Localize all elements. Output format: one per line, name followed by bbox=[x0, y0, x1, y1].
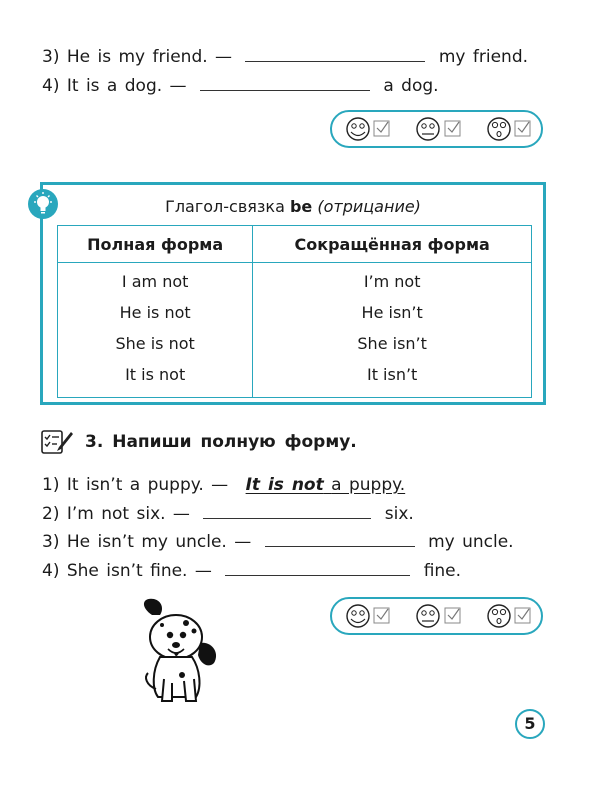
grammar-rule-box bbox=[40, 182, 546, 405]
item-tail: fine. bbox=[423, 561, 462, 581]
item-prompt: It isn’t a puppy. — bbox=[66, 475, 229, 495]
exercise-item bbox=[42, 504, 414, 524]
exercise-item bbox=[42, 532, 514, 552]
page-number: 5 bbox=[515, 709, 545, 739]
answer-blank[interactable] bbox=[245, 47, 425, 62]
full-form: He is not bbox=[119, 303, 191, 322]
check-icon[interactable] bbox=[374, 121, 389, 136]
answer-blank[interactable] bbox=[225, 561, 410, 576]
full-form: I am not bbox=[121, 272, 189, 291]
exercise-item bbox=[42, 475, 415, 495]
task-title: Напиши полную форму. bbox=[112, 432, 357, 452]
neutral-face-icon[interactable] bbox=[417, 605, 439, 627]
self-assessment-strip bbox=[330, 110, 543, 148]
pencil-checklist-icon bbox=[40, 428, 74, 460]
check-icon[interactable] bbox=[515, 121, 530, 136]
filled-answer bbox=[236, 475, 416, 495]
task-number: 3. bbox=[85, 432, 104, 452]
item-number: 2) bbox=[42, 504, 60, 524]
answer-blank[interactable] bbox=[265, 532, 415, 547]
puppy-illustration bbox=[138, 597, 223, 711]
item-tail: my friend. bbox=[438, 47, 529, 67]
column-header: Полная форма bbox=[58, 226, 253, 263]
exercise-item bbox=[42, 76, 439, 96]
self-assessment-strip bbox=[330, 597, 543, 635]
full-form: It is not bbox=[125, 365, 186, 384]
answer-blank[interactable] bbox=[200, 76, 370, 91]
item-number: 4) bbox=[42, 561, 60, 581]
task-heading bbox=[85, 432, 357, 452]
column-header: Сокращённая форма bbox=[253, 226, 532, 263]
item-number: 4) bbox=[42, 76, 60, 96]
neutral-face-icon[interactable] bbox=[417, 118, 439, 140]
happy-face-icon[interactable] bbox=[347, 605, 369, 627]
forms-table bbox=[57, 225, 532, 398]
exercise-item bbox=[42, 561, 461, 581]
item-prompt: He isn’t my uncle. — bbox=[66, 532, 252, 552]
item-number: 3) bbox=[42, 532, 60, 552]
short-forms-cell bbox=[253, 263, 532, 398]
item-number: 1) bbox=[42, 475, 60, 495]
short-form: It isn’t bbox=[366, 365, 418, 384]
answer-text: It is not bbox=[245, 475, 324, 495]
rule-title bbox=[43, 197, 543, 216]
rule-title-note: (отрицание) bbox=[317, 197, 421, 216]
lightbulb-icon bbox=[28, 189, 58, 219]
worried-face-icon[interactable] bbox=[488, 118, 510, 140]
full-forms-cell bbox=[58, 263, 253, 398]
answer-blank[interactable] bbox=[203, 504, 371, 519]
check-icon[interactable] bbox=[374, 608, 389, 623]
check-icon[interactable] bbox=[445, 121, 460, 136]
check-icon[interactable] bbox=[445, 608, 460, 623]
check-icon[interactable] bbox=[515, 608, 530, 623]
item-prompt: It is a dog. — bbox=[66, 76, 187, 96]
rule-title-prefix: Глагол-связка bbox=[165, 197, 285, 216]
item-tail: my uncle. bbox=[428, 532, 514, 552]
rule-title-verb: be bbox=[289, 197, 313, 216]
short-form: She isn’t bbox=[357, 334, 427, 353]
happy-face-icon[interactable] bbox=[347, 118, 369, 140]
item-tail: six. bbox=[384, 504, 414, 524]
item-prompt: She isn’t fine. — bbox=[66, 561, 212, 581]
full-form: She is not bbox=[115, 334, 195, 353]
item-tail: a dog. bbox=[383, 76, 439, 96]
short-form: He isn’t bbox=[361, 303, 423, 322]
exercise-item bbox=[42, 47, 528, 67]
item-number: 3) bbox=[42, 47, 60, 67]
item-tail: a puppy. bbox=[331, 475, 406, 495]
item-prompt: He is my friend. — bbox=[66, 47, 233, 67]
worried-face-icon[interactable] bbox=[488, 605, 510, 627]
short-form: I’m not bbox=[363, 272, 421, 291]
item-prompt: I’m not six. — bbox=[66, 504, 190, 524]
